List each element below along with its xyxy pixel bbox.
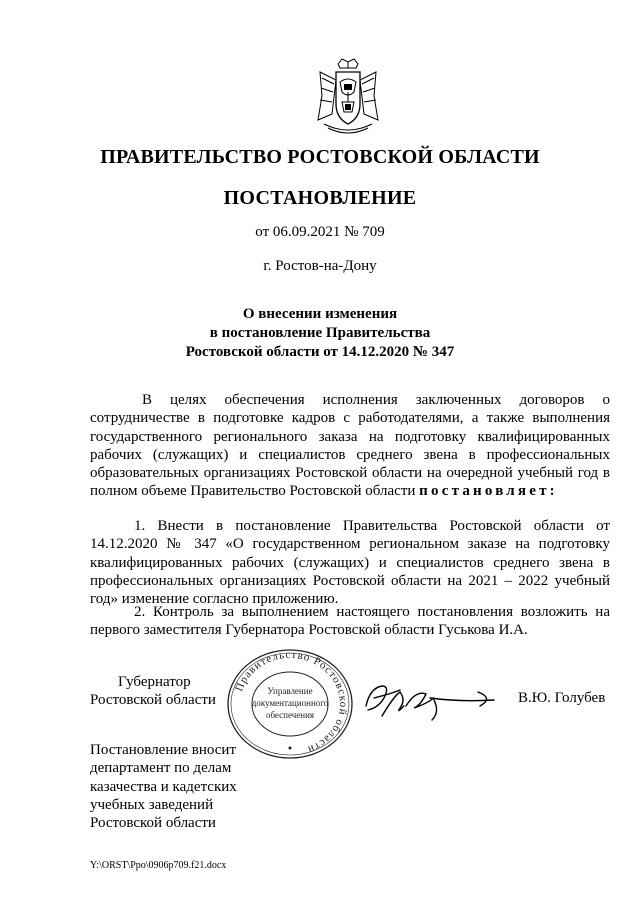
- signatory-name: В.Ю. Голубев: [518, 690, 606, 706]
- official-seal-icon: [226, 648, 354, 760]
- file-path-footer: Y:\ORST\Ppo\0906p709.f21.docx: [90, 860, 227, 871]
- position-line: Губернатор: [118, 674, 191, 690]
- document-date-number: от 06.09.2021 № 709: [255, 224, 385, 240]
- submitted-line: учебных заведений: [90, 796, 214, 813]
- preamble-text: В целях обеспечения исполнения заключенных договоров о сотрудничестве в подготовке кадров с работодателями, а также выполнения государственного регионального заказа на подготовку квалифицированных рабочих (служащих) и специалистов среднего звена в профессиональных образовательных организациях Ростовской области на очередной учебный год в полном объеме Правительство Ростовской области: [90, 392, 610, 500]
- seal-ring-text: Правительство Ростовской области: [233, 648, 350, 756]
- government-title: ПРАВИТЕЛЬСТВО РОСТОВСКОЙ ОБЛАСТИ: [100, 146, 540, 168]
- subject-line: в постановление Правительства: [209, 325, 431, 341]
- subject-line: Ростовской области от 14.12.2020 № 347: [185, 344, 455, 360]
- submitted-line: казачества и кадетских: [90, 778, 237, 795]
- coat-of-arms-icon: [314, 58, 382, 136]
- submitted-line: департамент по делам: [90, 760, 232, 777]
- document-type-title: ПОСТАНОВЛЕНИЕ: [223, 187, 417, 209]
- seal-center-line: обеспечения: [265, 710, 315, 720]
- document-subject: [0, 305, 640, 362]
- preamble-paragraph: [90, 391, 610, 501]
- handwritten-signature-icon: [360, 676, 500, 724]
- signatory-position: [90, 673, 216, 710]
- item-1-paragraph: 1. Внести в постановление Правительства Ростовской области от 14.12.2020 № 347 «О государственном региональном заказе на подготовку квалифицированных рабочих (служащих) и специалистов среднего звена в профессиональных организациях Ростовской области на 2021 – 2022 учебный год» изменение согласно приложению.: [90, 518, 610, 608]
- seal-center-line: Управление: [267, 686, 313, 696]
- submitted-line: Ростовской области: [90, 815, 216, 832]
- submitted-line: Постановление вносит: [90, 742, 237, 758]
- document-city: г. Ростов-на-Дону: [263, 258, 377, 274]
- position-line: Ростовской области: [90, 692, 216, 709]
- subject-line: О внесении изменения: [242, 306, 398, 322]
- submitted-by-block: [90, 741, 237, 832]
- resolves-word: постановляет:: [419, 483, 558, 500]
- seal-center-line: документационного: [251, 698, 329, 708]
- item-2-paragraph: 2. Контроль за выполнением настоящего постановления возложить на первого заместителя Губернатора Ростовской области Гуськова И.А.: [90, 604, 610, 639]
